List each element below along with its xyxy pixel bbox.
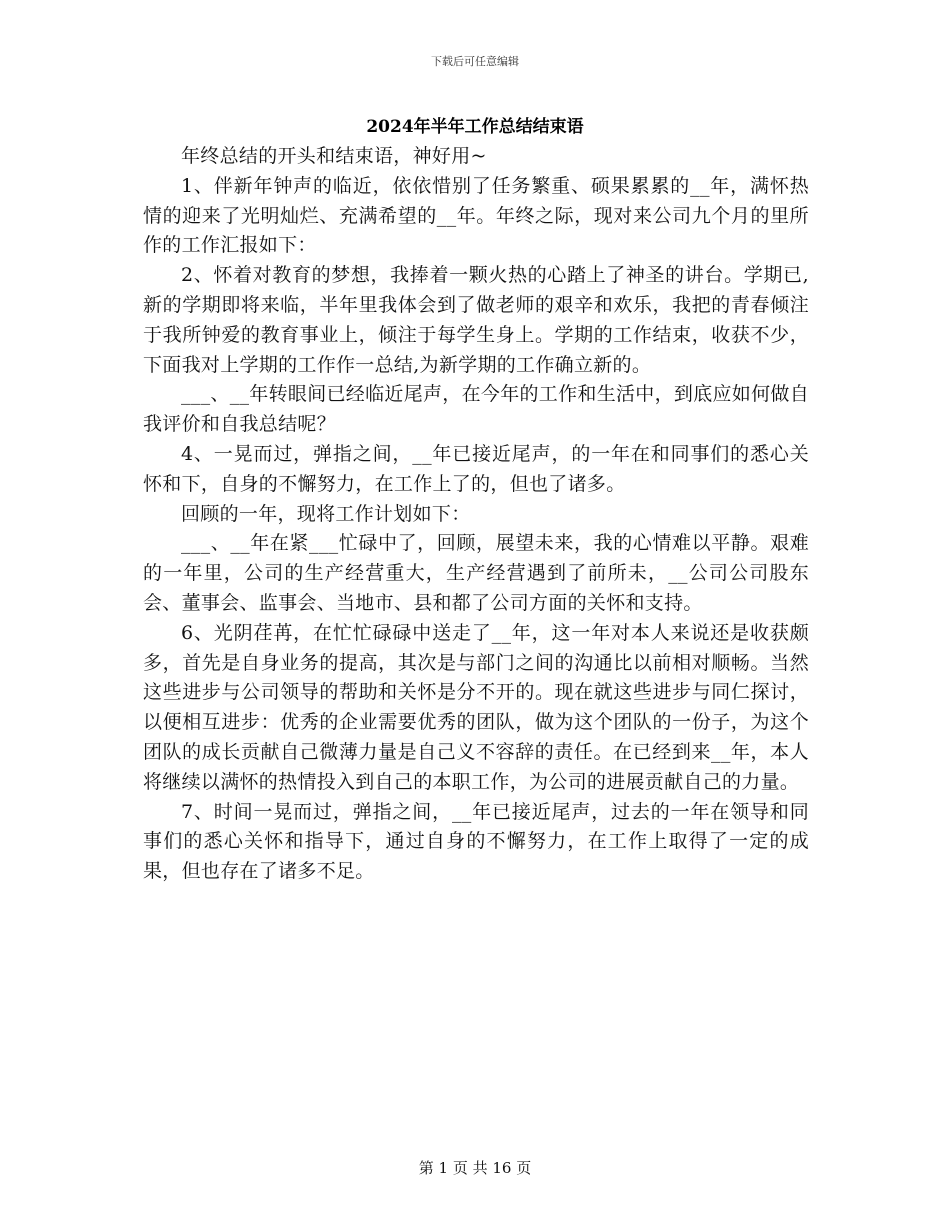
page-number: 第 1 页 共 16 页	[418, 1159, 532, 1177]
document-body	[143, 142, 809, 887]
page-header-note: 下载后可任意编辑	[431, 55, 519, 68]
paragraph-6: 6、光阴荏苒，在忙忙碌碌中送走了__年，这一年对本人来说还是收获颇多，首先是自身业务的提高，其次是与部门之间的沟通比以前相对顺畅。当然这些进步与公司领导的帮助和关怀是分不开的。现在就这些进步与同仁探讨，以便相互进步：优秀的企业需要优秀的团队，做为这个团队的一份子，为这个团队的成长贡献自己微薄力量是自己义不容辞的责任。在已经到来__年，本人将继续以满怀的热情投入到自己的本职工作，为公司的进展贡献自己的力量。	[143, 621, 809, 793]
paragraph-2: 2、怀着对教育的梦想，我捧着一颗火热的心踏上了神圣的讲台。学期已,新的学期即将来临，半年里我体会到了做老师的艰辛和欢乐，我把的青春倾注于我所钟爱的教育事业上，倾注于每学生身上。学期的工作结束，收获不少，下面我对上学期的工作作一总结,为新学期的工作确立新的。	[143, 264, 809, 376]
paragraph-4: 4、一晃而过，弹指之间，__年已接近尾声，的一年在和同事们的悉心关怀和下，自身的不懈努力，在工作上了的，但也了诸多。	[143, 442, 809, 495]
document-title: 2024年半年工作总结结束语	[366, 117, 584, 137]
paragraph-1: 1、伴新年钟声的临近，依依惜别了任务繁重、硕果累累的__年，满怀热情的迎来了光明灿烂、充满希望的__年。年终之际，现对来公司九个月的里所作的工作汇报如下：	[143, 174, 809, 257]
paragraph-7: 7、时间一晃而过，弹指之间，__年已接近尾声，过去的一年在领导和同事们的悉心关怀和指导下，通过自身的不懈努力，在工作上取得了一定的成果，但也存在了诸多不足。	[143, 800, 809, 883]
paragraph-5: ___、__年在紧___忙碌中了，回顾，展望未来，我的心情难以平静。艰难的一年里，公司的生产经营重大，生产经营遇到了前所未，__公司公司股东会、董事会、监事会、当地市、县和都了公司方面的关怀和支持。	[143, 532, 809, 614]
paragraph-review: 回顾的一年，现将工作计划如下：	[181, 502, 471, 525]
paragraph-3: ___、__年转眼间已经临近尾声，在今年的工作和生活中，到底应如何做自我评价和自我总结呢？	[143, 383, 810, 436]
paragraph-intro: 年终总结的开头和结束语，神好用~	[181, 145, 487, 167]
